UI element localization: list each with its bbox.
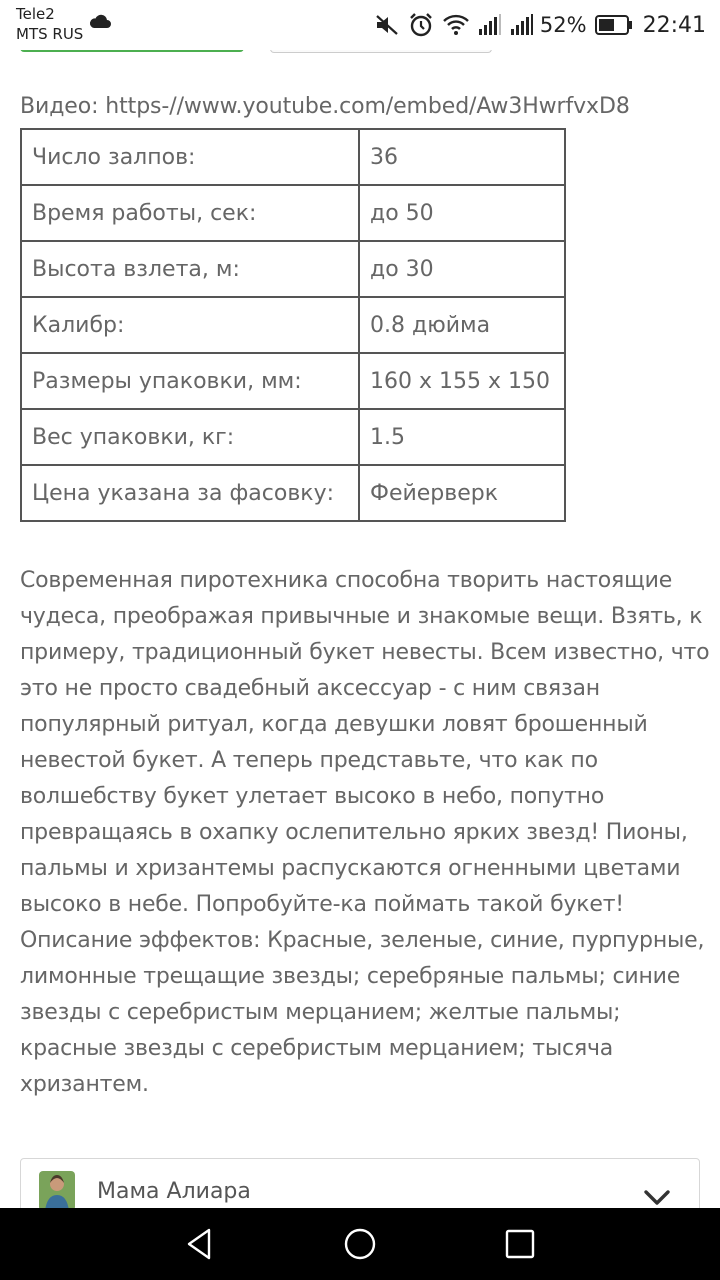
chevron-down-icon[interactable] bbox=[643, 1189, 671, 1207]
spec-label: Размеры упаковки, мм: bbox=[21, 353, 359, 409]
spec-value: до 50 bbox=[359, 185, 565, 241]
spec-value: 1.5 bbox=[359, 409, 565, 465]
spec-value: 160 x 155 x 150 bbox=[359, 353, 565, 409]
battery-icon bbox=[595, 14, 633, 36]
table-row bbox=[21, 241, 565, 297]
spec-label: Вес упаковки, кг: bbox=[21, 409, 359, 465]
carrier-primary: Tele2 bbox=[16, 5, 55, 23]
comment-author: Мама Алиара bbox=[97, 1179, 251, 1204]
spec-label: Число залпов: bbox=[21, 129, 359, 185]
carrier-info bbox=[16, 4, 83, 44]
home-icon[interactable] bbox=[342, 1226, 378, 1262]
spec-label: Цена указана за фасовку: bbox=[21, 465, 359, 521]
battery-percent: 52% bbox=[539, 13, 587, 37]
product-description: Современная пиротехника способна творить настоящие чудеса, преображая привычные и знакомые вещи. Взять, к примеру, традиционный букет невесты. Всем известно, что это не просто свадебный аксессуар - с ним связан популярный ритуал, когда девушки ловят брошенный невестой букет. А теперь представьте, что как по волшебству букет улетает высоко в небо, попутно превращаясь в охапку ослепительно ярких звезд! Пионы, пальмы и хризантемы распускаются огненными цветами высоко в небе. Попробуйте-ка поймать такой букет! Описание эффектов: Красные, зеленые, синие, пурпурные, лимонные трещащие звезды; серебряные пальмы; синие звезды с серебристым мерцанием; желтые пальмы; красные звезды с серебристым мерцанием; тысяча хризантем. bbox=[20, 568, 710, 1097]
video-link: Видео: https-//www.youtube.com/embed/Aw3HwrfvxD8 bbox=[20, 94, 630, 119]
status-icons bbox=[366, 8, 706, 42]
table-row bbox=[21, 185, 565, 241]
table-row bbox=[21, 129, 565, 185]
table-row bbox=[21, 465, 565, 521]
signal-icon bbox=[478, 13, 502, 37]
spec-label: Калибр: bbox=[21, 297, 359, 353]
spec-label: Высота взлета, м: bbox=[21, 241, 359, 297]
clock: 22:41 bbox=[642, 12, 706, 38]
avatar bbox=[39, 1171, 75, 1211]
wifi-icon bbox=[442, 13, 470, 37]
spec-value: Фейерверк bbox=[359, 465, 565, 521]
table-row bbox=[21, 353, 565, 409]
recent-apps-icon[interactable] bbox=[502, 1226, 538, 1262]
alarm-icon bbox=[408, 12, 434, 38]
carrier-secondary: MTS RUS bbox=[16, 25, 84, 43]
status-bar bbox=[0, 0, 720, 50]
specs-table bbox=[20, 128, 566, 522]
table-row bbox=[21, 409, 565, 465]
spec-value: до 30 bbox=[359, 241, 565, 297]
spec-value: 0.8 дюйма bbox=[359, 297, 565, 353]
back-icon[interactable] bbox=[182, 1226, 218, 1262]
navigation-bar bbox=[0, 1208, 720, 1280]
table-row bbox=[21, 297, 565, 353]
cloud-icon bbox=[88, 12, 112, 30]
spec-value: 36 bbox=[359, 129, 565, 185]
mute-icon bbox=[374, 13, 400, 37]
signal-icon bbox=[510, 13, 534, 37]
spec-label: Время работы, сек: bbox=[21, 185, 359, 241]
